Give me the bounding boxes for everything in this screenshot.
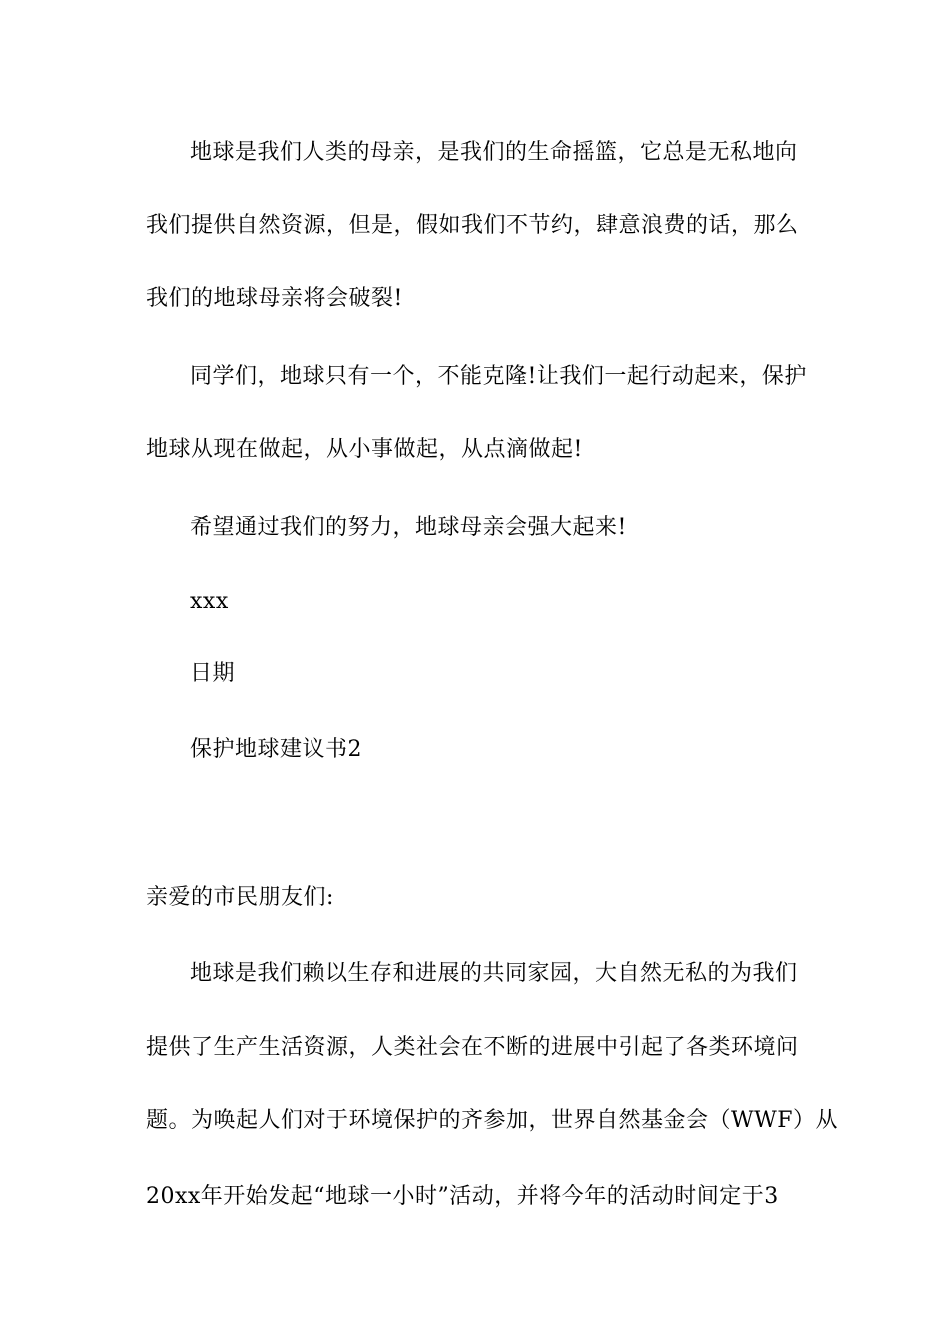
paragraph-line: 地球是我们赖以生存和进展的共同家园，大自然无私的为我们	[190, 961, 798, 986]
date-label: 日期	[190, 661, 236, 686]
paragraph-line: 同学们，地球只有一个，不能克隆!让我们一起行动起来，保护	[190, 364, 807, 389]
paragraph-line: 提供了生产生活资源，人类社会在不断的进展中引起了各类环境问	[146, 1035, 799, 1060]
salutation: 亲爱的市民朋友们:	[146, 885, 334, 910]
paragraph-line: 希望通过我们的努力，地球母亲会强大起来!	[190, 515, 627, 540]
paragraph-line: 我们的地球母亲将会破裂!	[146, 286, 403, 311]
paragraph-line: 地球是我们人类的母亲，是我们的生命摇篮，它总是无私地向	[190, 140, 798, 165]
paragraph-line: 地球从现在做起，从小事做起，从点滴做起!	[146, 437, 583, 462]
paragraph-line: 我们提供自然资源，但是，假如我们不节约，肆意浪费的话，那么	[146, 213, 799, 238]
paragraph-line: 20xx年开始发起“地球一小时”活动，并将今年的活动时间定于3	[146, 1184, 779, 1209]
signature: xxx	[190, 589, 229, 614]
paragraph-line: 题。为唤起人们对于环境保护的齐参加，世界自然基金会（WWF）从	[146, 1108, 838, 1133]
section-heading: 保护地球建议书2	[190, 737, 362, 762]
